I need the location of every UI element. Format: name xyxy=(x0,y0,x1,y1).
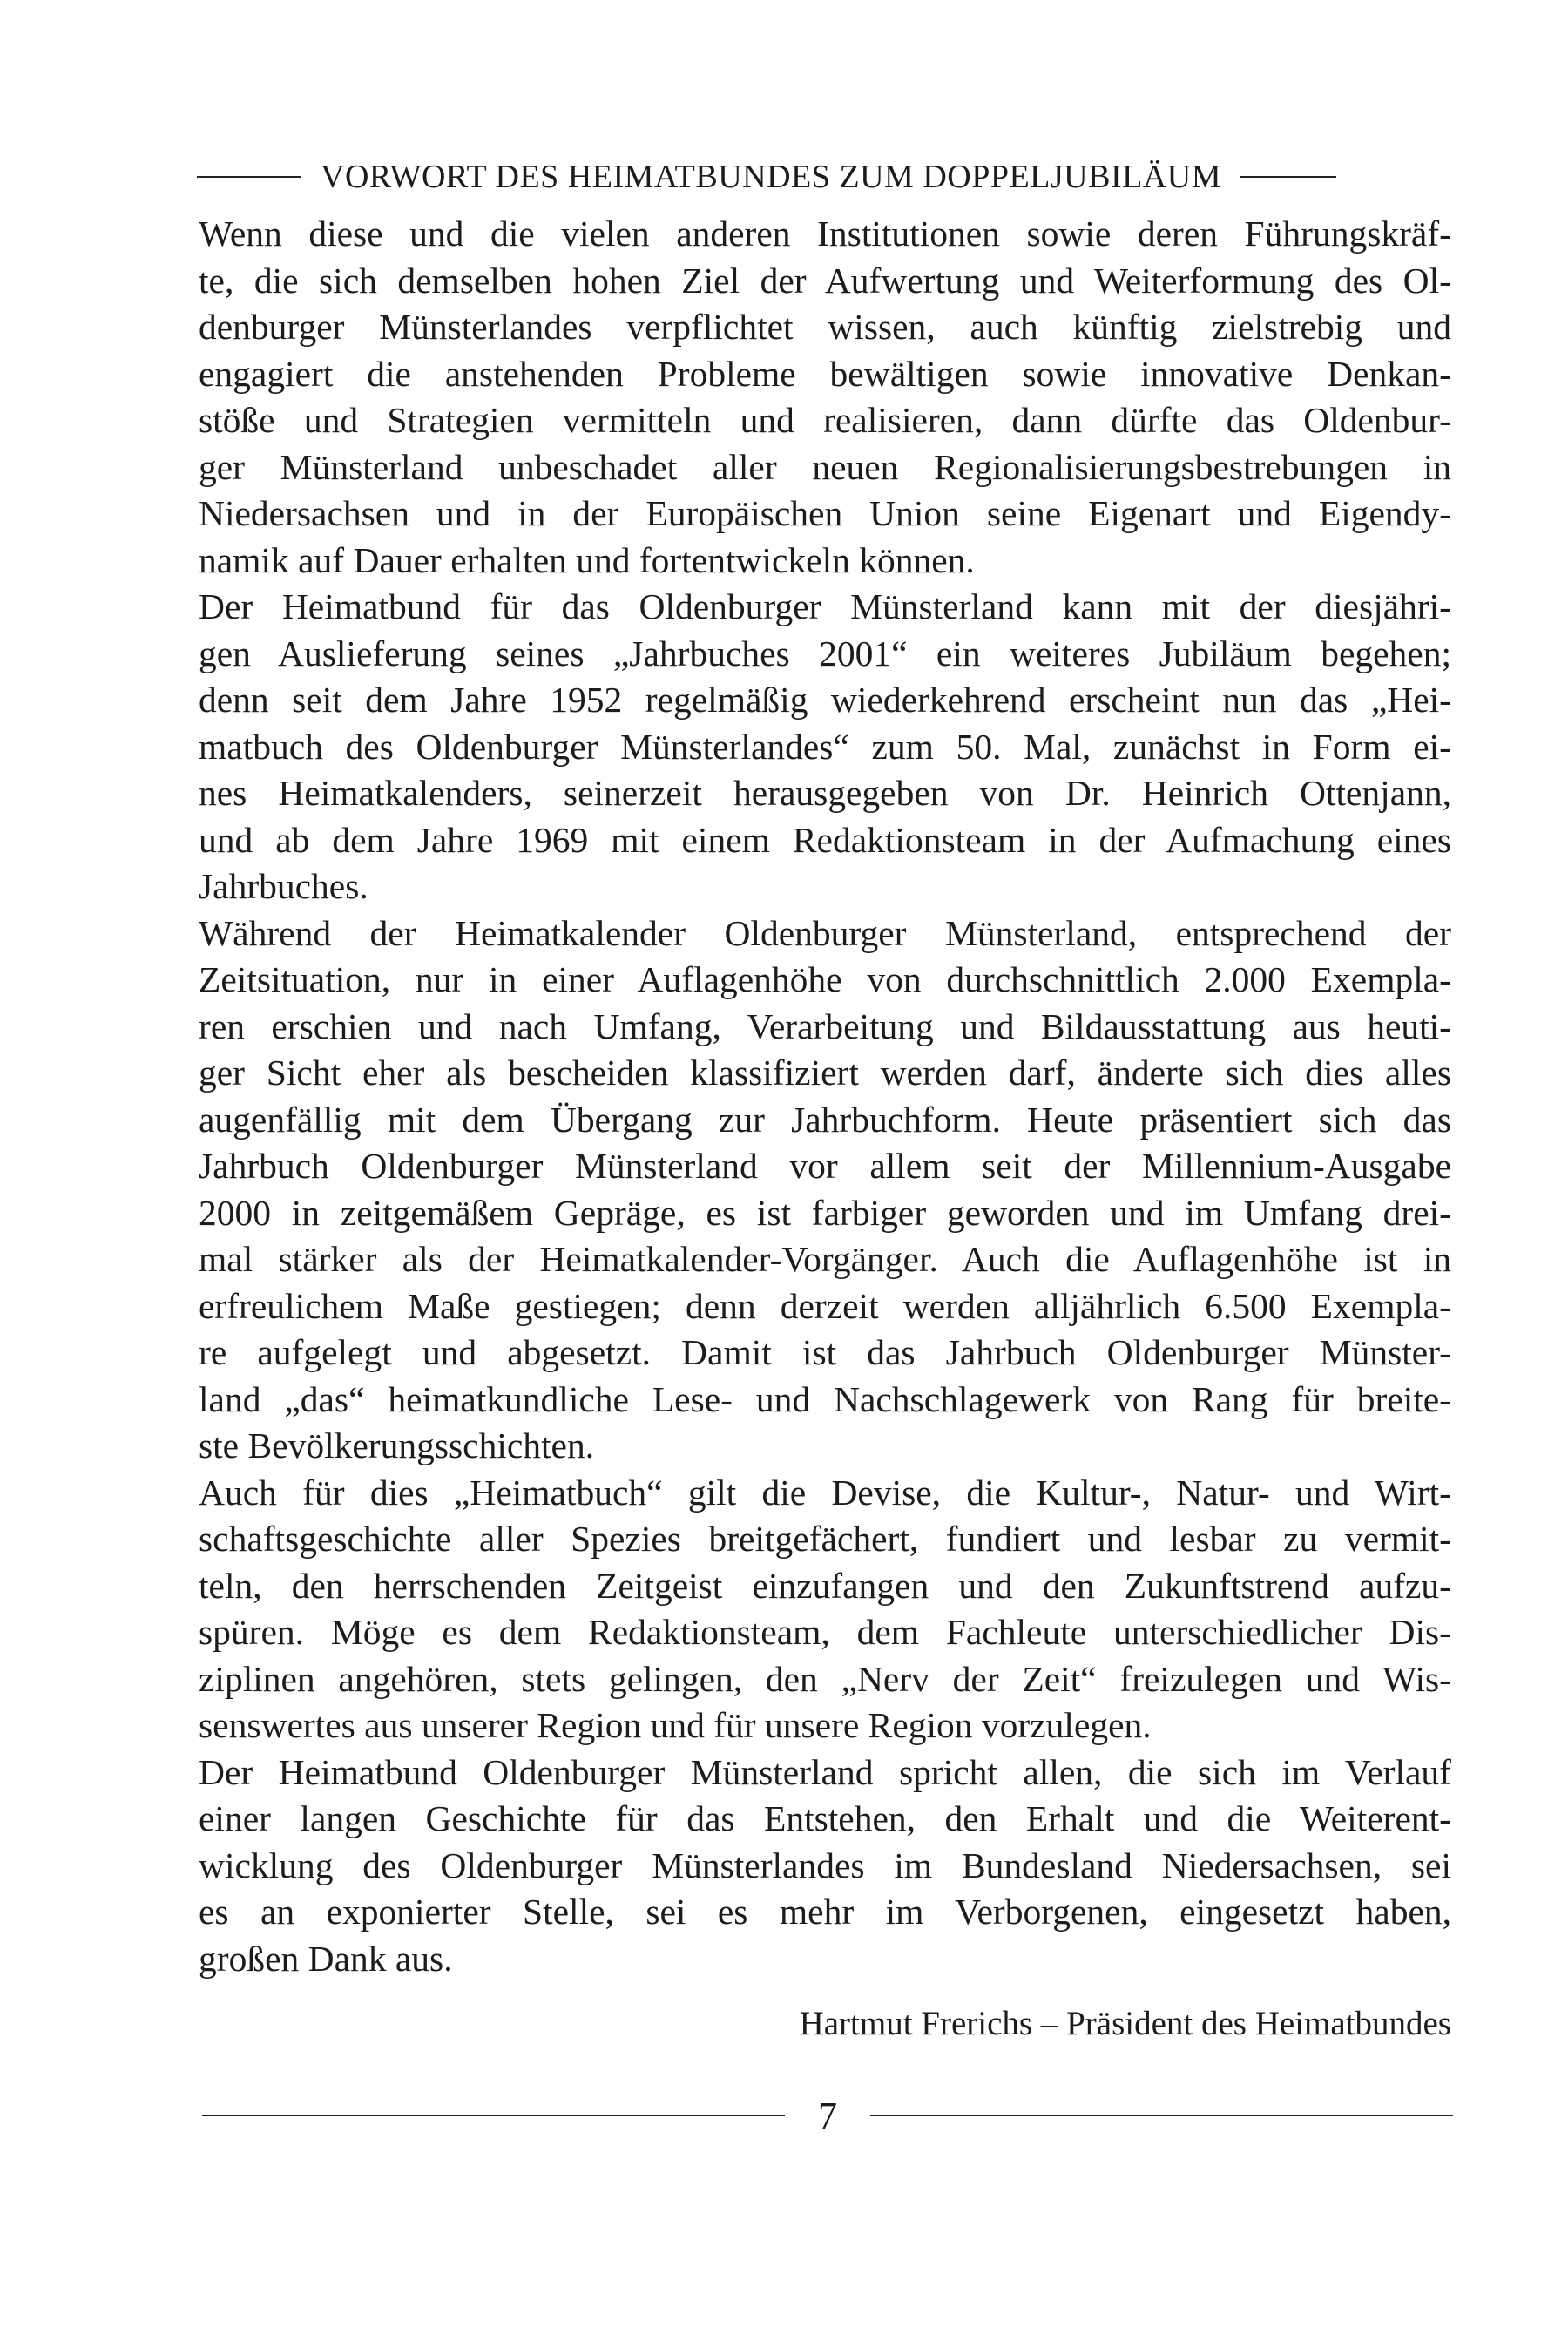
text-line: 2000 in zeitgemäßem Gepräge, es ist farbiger geworden und im Umfang drei- xyxy=(199,1192,1451,1233)
text-line: teln, den herrschenden Zeitgeist einzufangen und den Zukunftstrend aufzu- xyxy=(199,1565,1451,1606)
text-line: ger Münsterland unbeschadet aller neuen Regionalisierungsbestrebungen in xyxy=(199,446,1451,487)
text-line: Auch für dies „Heimatbuch“ gilt die Devise, die Kultur-, Natur- und Wirt- xyxy=(199,1472,1451,1513)
text-line: ziplinen angehören, stets gelingen, den „Nerv der Zeit“ freizulegen und Wis- xyxy=(199,1658,1451,1699)
text-line: Wenn diese und die vielen anderen Institutionen sowie deren Führungskräf- xyxy=(199,213,1451,254)
text-line: erfreulichem Maße gestiegen; denn derzeit werden alljährlich 6.500 Exempla- xyxy=(199,1285,1451,1326)
text-line: namik auf Dauer erhalten und fortentwickeln können. xyxy=(199,539,975,580)
text-line: Der Heimatbund für das Oldenburger Münsterland kann mit der diesjähri- xyxy=(199,586,1451,626)
text-line: und ab dem Jahre 1969 mit einem Redaktionsteam in der Aufmachung eines xyxy=(199,819,1451,860)
text-line: re aufgelegt und abgesetzt. Damit ist das Jahrbuch Oldenburger Münster- xyxy=(199,1332,1451,1372)
text-line: ste Bevölkerungsschichten. xyxy=(199,1425,595,1465)
text-line: engagiert die anstehenden Probleme bewältigen sowie innovative Denkan- xyxy=(199,353,1451,394)
page-number: 7 xyxy=(818,2094,837,2137)
text-line: einer langen Geschichte für das Entstehen, den Erhalt und die Weiterent- xyxy=(199,1798,1451,1838)
text-line: es an exponierter Stelle, sei es mehr im Verborgenen, eingesetzt haben, xyxy=(199,1892,1451,1932)
paragraph xyxy=(199,910,1451,1470)
footer-rule-right xyxy=(870,2115,1453,2116)
text-line: te, die sich demselben hohen Ziel der Aufwertung und Weiterformung des Ol- xyxy=(199,260,1451,301)
text-line: ger Sicht eher als bescheiden klassifiziert werden darf, änderte sich dies alles xyxy=(199,1052,1451,1093)
page-footer xyxy=(202,2089,1453,2142)
running-header-title: VORWORT DES HEIMATBUNDES ZUM DOPPELJUBILÄUM xyxy=(321,159,1222,195)
text-line: Während der Heimatkalender Oldenburger Münsterland, entsprechend der xyxy=(199,912,1451,953)
text-line: Der Heimatbund Oldenburger Münsterland spricht allen, die sich im Verlauf xyxy=(199,1751,1451,1792)
paragraph xyxy=(199,1750,1451,1983)
text-line: großen Dank aus. xyxy=(199,1938,453,1979)
text-line: senswertes aus unserer Region und für unsere Region vorzulegen. xyxy=(199,1705,1152,1745)
text-line: spüren. Möge es dem Redaktionsteam, dem Fachleute unterschiedlicher Dis- xyxy=(199,1612,1451,1652)
paragraph xyxy=(199,211,1451,584)
text-line: gen Auslieferung seines „Jahrbuches 2001“ ein weiteres Jubiläum begehen; xyxy=(199,633,1451,673)
text-line: nes Heimatkalenders, seinerzeit herausgegeben von Dr. Heinrich Ottenjann, xyxy=(199,773,1451,813)
text-line: Zeitsituation, nur in einer Auflagenhöhe von durchschnittlich 2.000 Exempla- xyxy=(199,959,1451,999)
footer-rule-left xyxy=(202,2115,785,2116)
text-line: Jahrbuches. xyxy=(199,866,368,906)
text-line: ren erschien und nach Umfang, Verarbeitung und Bildausstattung aus heuti- xyxy=(199,1005,1451,1046)
text-line: Jahrbuch Oldenburger Münsterland vor allem seit der Millennium-Ausgabe xyxy=(199,1146,1451,1186)
text-line: land „das“ heimatkundliche Lese- und Nachschlagewerk von Rang für breite- xyxy=(199,1378,1451,1419)
body-text xyxy=(199,211,1451,1982)
text-line: stöße und Strategien vermitteln und realisieren, dann dürfte das Oldenbur- xyxy=(199,400,1451,440)
text-line: denburger Münsterlandes verpflichtet wissen, auch künftig zielstrebig und xyxy=(199,307,1451,347)
text-line: denn seit dem Jahre 1952 regelmäßig wiederkehrend erscheint nun das „Hei- xyxy=(199,680,1451,720)
running-header xyxy=(197,153,1450,200)
header-rule-left xyxy=(197,176,301,178)
text-line: Niedersachsen und in der Europäischen Union seine Eigenart und Eigendy- xyxy=(199,493,1451,533)
text-line: wicklung des Oldenburger Münsterlandes im Bundesland Niedersachsen, sei xyxy=(199,1844,1451,1885)
text-line: mal stärker als der Heimatkalender-Vorgänger. Auch die Auflagenhöhe ist in xyxy=(199,1239,1451,1279)
header-rule-right xyxy=(1240,176,1336,178)
signature: Hartmut Frerichs – Präsident des Heimatbundes xyxy=(799,2005,1451,2042)
text-line: matbuch des Oldenburger Münsterlandes“ zum 50. Mal, zunächst in Form ei- xyxy=(199,726,1451,767)
paragraph xyxy=(199,1470,1451,1750)
text-line: schaftsgeschichte aller Spezies breitgefächert, fundiert und lesbar zu vermit- xyxy=(199,1519,1451,1559)
text-line: augenfällig mit dem Übergang zur Jahrbuchform. Heute präsentiert sich das xyxy=(199,1099,1451,1140)
paragraph xyxy=(199,584,1451,910)
